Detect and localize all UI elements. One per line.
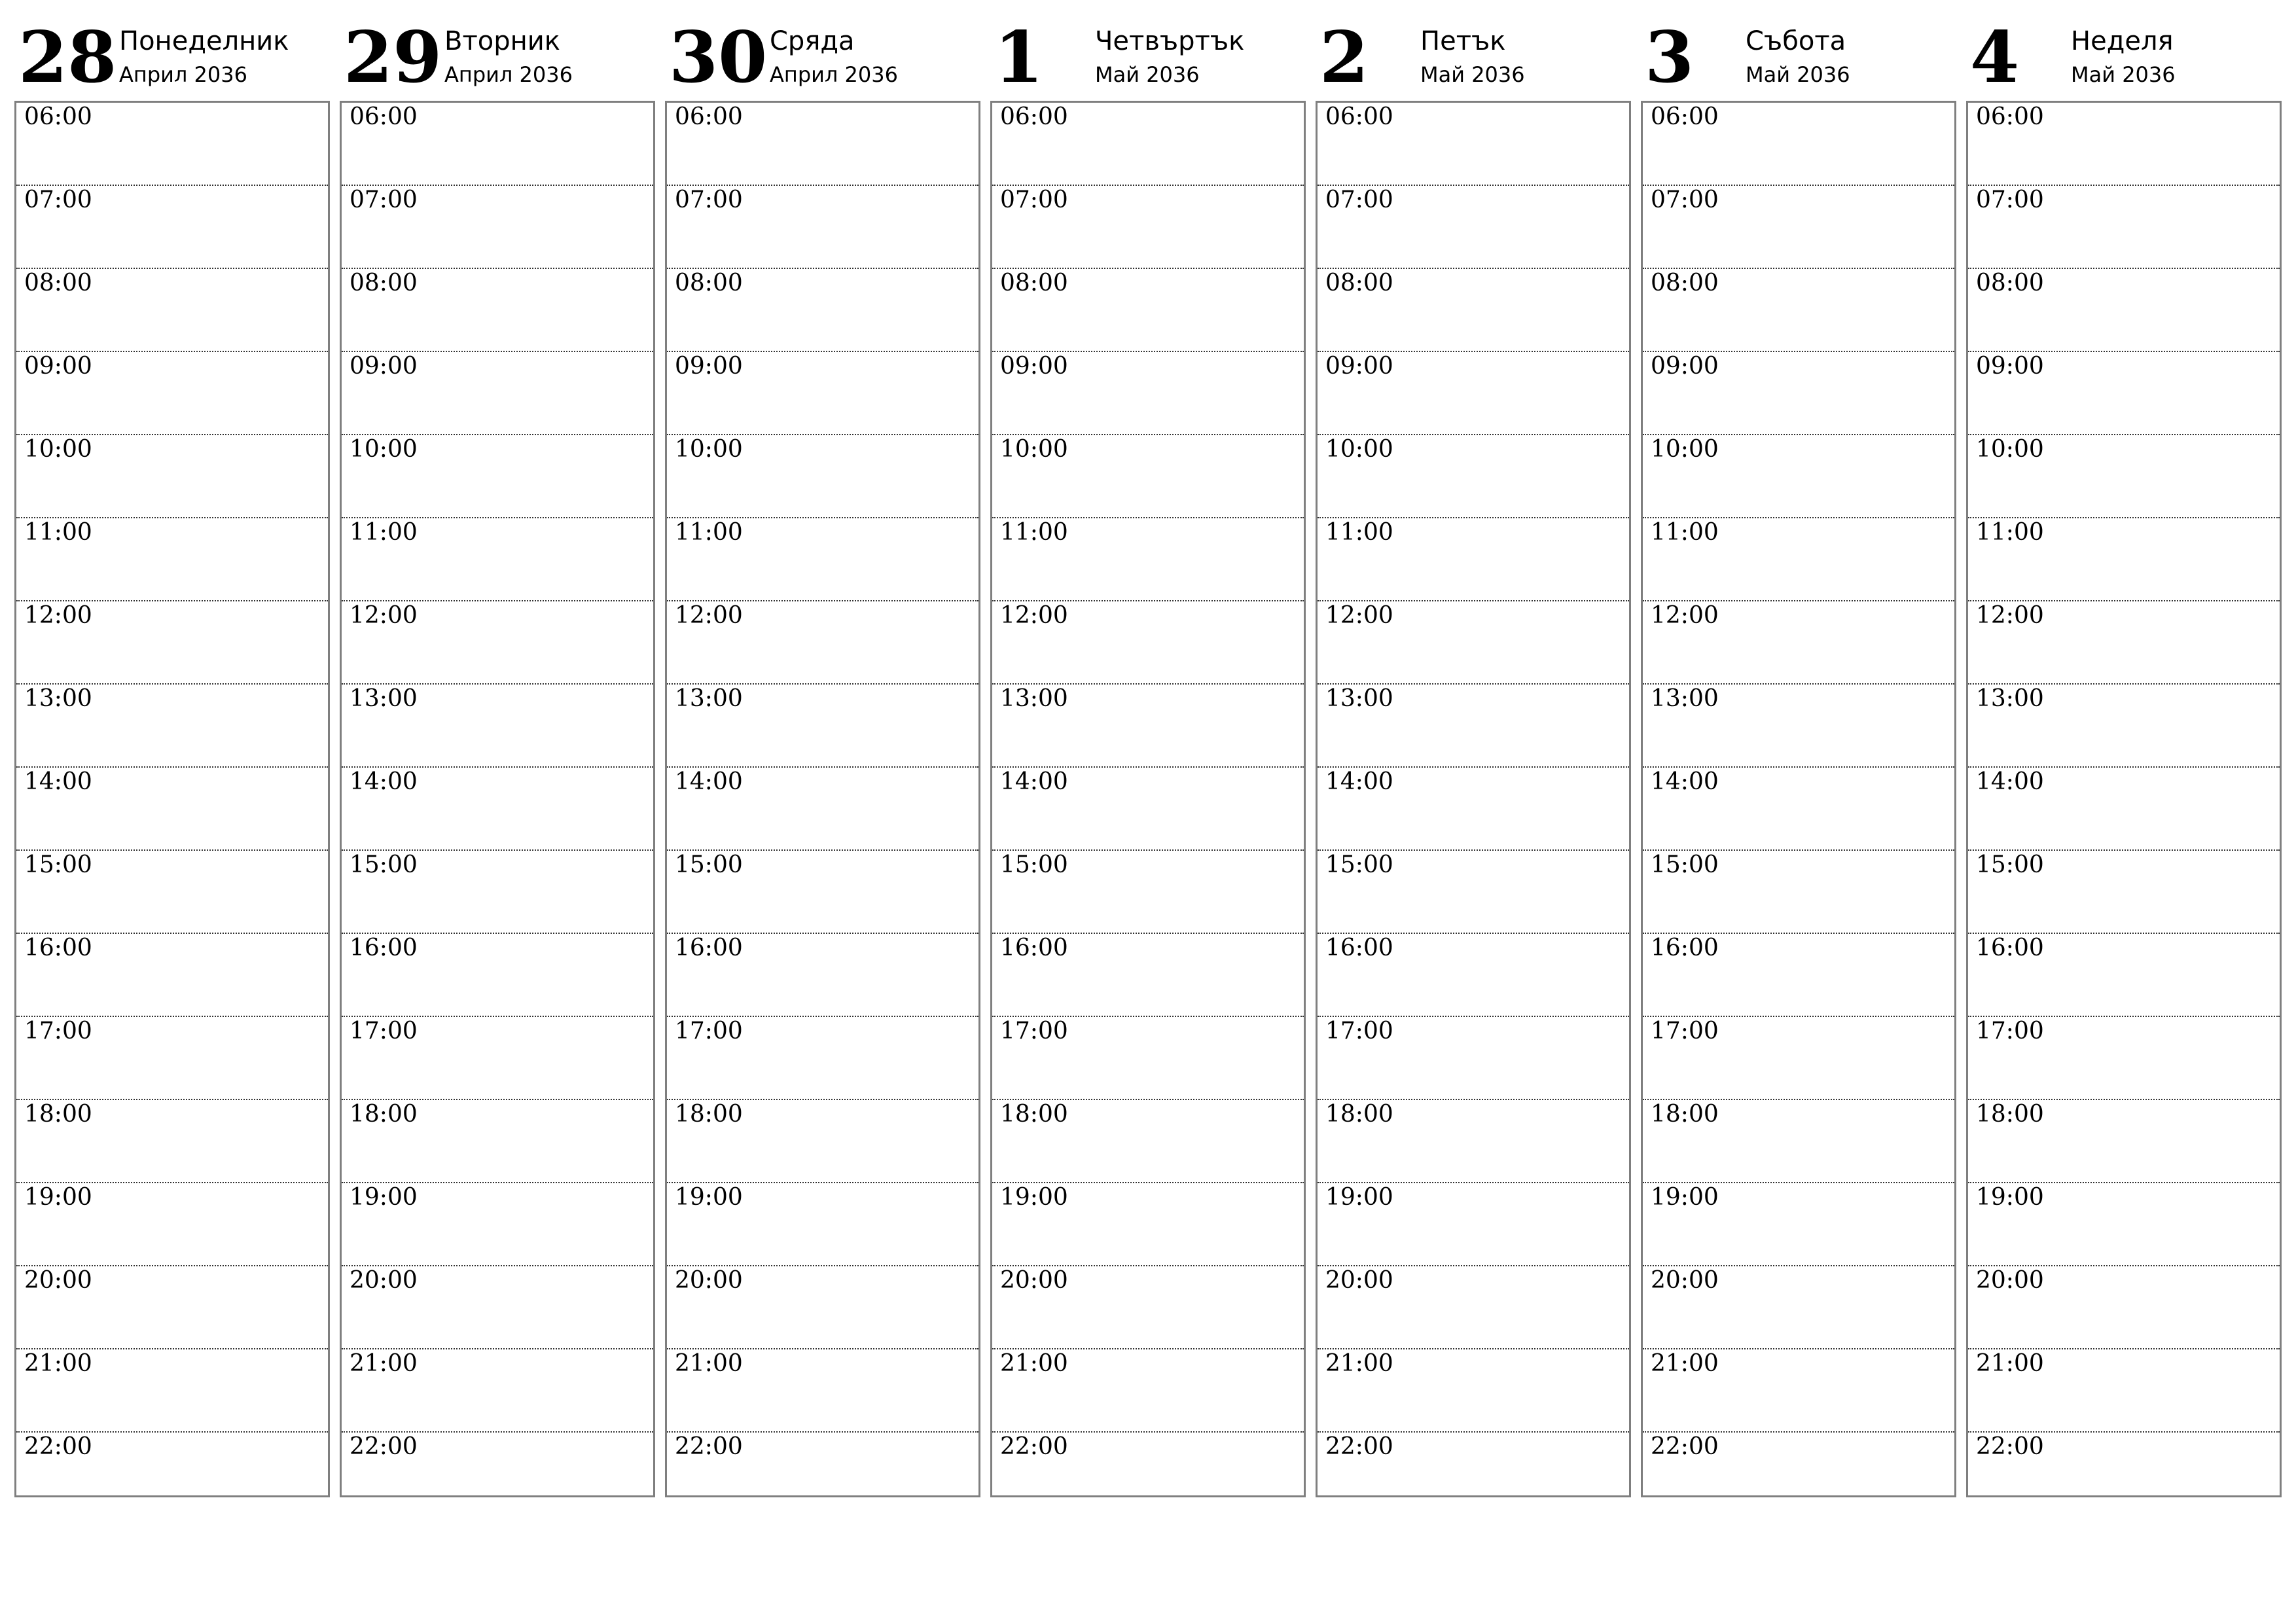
hour-slot[interactable] bbox=[16, 1183, 328, 1266]
day-month-year: Април 2036 bbox=[444, 62, 573, 87]
slot-time-label: 17:00 bbox=[24, 1018, 92, 1044]
hour-slot[interactable] bbox=[1968, 851, 2280, 934]
hour-slot[interactable] bbox=[667, 518, 978, 601]
slot-time-label: 13:00 bbox=[1325, 685, 1393, 712]
day-column bbox=[14, 0, 329, 1460]
hour-slot[interactable] bbox=[342, 1349, 653, 1433]
slot-time-label: 20:00 bbox=[1651, 1267, 1719, 1294]
hour-slot[interactable] bbox=[992, 851, 1304, 934]
hour-slot[interactable] bbox=[1318, 1349, 1629, 1433]
hour-slot[interactable] bbox=[1968, 435, 2280, 518]
day-header bbox=[1641, 0, 1955, 99]
hour-slot[interactable] bbox=[1318, 518, 1629, 601]
slot-time-label: 14:00 bbox=[24, 768, 92, 795]
slot-time-label: 08:00 bbox=[1651, 270, 1719, 296]
slot-time-label: 11:00 bbox=[675, 519, 743, 546]
slot-time-label: 11:00 bbox=[24, 519, 92, 546]
hour-slot[interactable] bbox=[1318, 851, 1629, 934]
slot-time-label: 11:00 bbox=[350, 519, 418, 546]
slot-time-label: 20:00 bbox=[1325, 1267, 1393, 1294]
slot-time-label: 13:00 bbox=[675, 685, 743, 712]
hour-slot[interactable] bbox=[342, 1266, 653, 1349]
hour-slot[interactable] bbox=[667, 269, 978, 352]
hour-slot[interactable] bbox=[667, 103, 978, 186]
hour-slot[interactable] bbox=[16, 103, 328, 186]
hour-slot[interactable] bbox=[1643, 601, 1954, 685]
slot-time-label: 10:00 bbox=[1651, 436, 1719, 463]
slot-time-label: 21:00 bbox=[1651, 1350, 1719, 1377]
slot-time-label: 11:00 bbox=[1651, 519, 1719, 546]
hour-slot[interactable] bbox=[16, 685, 328, 768]
hour-slot[interactable] bbox=[667, 685, 978, 768]
day-month-year: Май 2036 bbox=[1095, 62, 1200, 87]
hour-slot[interactable] bbox=[1318, 1433, 1629, 1516]
slot-time-label: 12:00 bbox=[675, 602, 743, 629]
slot-time-label: 19:00 bbox=[24, 1184, 92, 1211]
hour-slot[interactable] bbox=[1643, 768, 1954, 851]
hour-grid bbox=[990, 101, 1306, 1497]
slot-time-label: 11:00 bbox=[1000, 519, 1068, 546]
slot-time-label: 09:00 bbox=[1651, 353, 1719, 380]
hour-slot[interactable] bbox=[1643, 435, 1954, 518]
hour-slot[interactable] bbox=[342, 435, 653, 518]
hour-slot[interactable] bbox=[992, 934, 1304, 1017]
slot-time-label: 21:00 bbox=[1000, 1350, 1068, 1377]
slot-time-label: 07:00 bbox=[1000, 187, 1068, 213]
day-name: Петък bbox=[1420, 26, 1506, 56]
slot-time-label: 07:00 bbox=[24, 187, 92, 213]
hour-grid bbox=[14, 101, 330, 1497]
hour-slot[interactable] bbox=[1318, 1100, 1629, 1183]
slot-time-label: 09:00 bbox=[24, 353, 92, 380]
slot-time-label: 18:00 bbox=[24, 1101, 92, 1128]
hour-slot[interactable] bbox=[1968, 685, 2280, 768]
slot-time-label: 13:00 bbox=[24, 685, 92, 712]
day-name: Сряда bbox=[770, 26, 855, 56]
hour-slot[interactable] bbox=[667, 1183, 978, 1266]
hour-slot[interactable] bbox=[1643, 1433, 1954, 1516]
slot-time-label: 17:00 bbox=[1325, 1018, 1393, 1044]
hour-slot[interactable] bbox=[1318, 768, 1629, 851]
hour-slot[interactable] bbox=[1318, 103, 1629, 186]
hour-slot[interactable] bbox=[667, 601, 978, 685]
slot-time-label: 18:00 bbox=[350, 1101, 418, 1128]
hour-slot[interactable] bbox=[667, 352, 978, 435]
hour-slot[interactable] bbox=[1968, 934, 2280, 1017]
hour-slot[interactable] bbox=[16, 601, 328, 685]
hour-slot[interactable] bbox=[1318, 1017, 1629, 1100]
slot-time-label: 14:00 bbox=[350, 768, 418, 795]
slot-time-label: 15:00 bbox=[1325, 851, 1393, 878]
slot-time-label: 22:00 bbox=[1000, 1433, 1068, 1460]
slot-time-label: 10:00 bbox=[1325, 436, 1393, 463]
hour-slot[interactable] bbox=[1968, 1266, 2280, 1349]
hour-slot[interactable] bbox=[1968, 768, 2280, 851]
slot-time-label: 17:00 bbox=[1651, 1018, 1719, 1044]
slot-time-label: 10:00 bbox=[350, 436, 418, 463]
slot-time-label: 15:00 bbox=[24, 851, 92, 878]
slot-time-label: 19:00 bbox=[1651, 1184, 1719, 1211]
slot-time-label: 16:00 bbox=[675, 935, 743, 961]
day-number: 29 bbox=[344, 16, 442, 99]
hour-slot[interactable] bbox=[342, 851, 653, 934]
hour-slot[interactable] bbox=[1643, 685, 1954, 768]
slot-time-label: 15:00 bbox=[1976, 851, 2044, 878]
slot-time-label: 12:00 bbox=[1976, 602, 2044, 629]
hour-slot[interactable] bbox=[1318, 435, 1629, 518]
hour-slot[interactable] bbox=[992, 1183, 1304, 1266]
slot-time-label: 21:00 bbox=[1325, 1350, 1393, 1377]
slot-time-label: 22:00 bbox=[1976, 1433, 2044, 1460]
slot-time-label: 06:00 bbox=[24, 103, 92, 130]
hour-slot[interactable] bbox=[992, 1349, 1304, 1433]
slot-time-label: 19:00 bbox=[1976, 1184, 2044, 1211]
slot-time-label: 06:00 bbox=[350, 103, 418, 130]
slot-time-label: 20:00 bbox=[350, 1267, 418, 1294]
hour-slot[interactable] bbox=[1968, 1433, 2280, 1516]
slot-time-label: 17:00 bbox=[1976, 1018, 2044, 1044]
day-column bbox=[1316, 0, 1630, 1460]
day-column bbox=[665, 0, 979, 1460]
slot-time-label: 08:00 bbox=[1976, 270, 2044, 296]
hour-slot[interactable] bbox=[1318, 934, 1629, 1017]
hour-grid bbox=[1641, 101, 1956, 1497]
hour-slot[interactable] bbox=[16, 851, 328, 934]
hour-slot[interactable] bbox=[992, 186, 1304, 269]
slot-time-label: 08:00 bbox=[1325, 270, 1393, 296]
slot-time-label: 11:00 bbox=[1976, 519, 2044, 546]
slot-time-label: 12:00 bbox=[350, 602, 418, 629]
day-month-year: Май 2036 bbox=[1420, 62, 1525, 87]
slot-time-label: 07:00 bbox=[1651, 187, 1719, 213]
hour-slot[interactable] bbox=[1643, 269, 1954, 352]
slot-time-label: 13:00 bbox=[1976, 685, 2044, 712]
slot-time-label: 18:00 bbox=[1976, 1101, 2044, 1128]
hour-slot[interactable] bbox=[992, 1266, 1304, 1349]
hour-slot[interactable] bbox=[342, 1100, 653, 1183]
hour-slot[interactable] bbox=[342, 269, 653, 352]
hour-slot[interactable] bbox=[342, 768, 653, 851]
slot-time-label: 10:00 bbox=[1976, 436, 2044, 463]
slot-time-label: 15:00 bbox=[1000, 851, 1068, 878]
slot-time-label: 21:00 bbox=[24, 1350, 92, 1377]
hour-grid bbox=[1966, 101, 2282, 1497]
slot-time-label: 07:00 bbox=[1976, 187, 2044, 213]
day-name: Четвъртък bbox=[1095, 26, 1245, 56]
day-name: Събота bbox=[1746, 26, 1846, 56]
day-header bbox=[340, 0, 654, 99]
day-month-year: Май 2036 bbox=[1746, 62, 1850, 87]
hour-slot[interactable] bbox=[1643, 1183, 1954, 1266]
hour-slot[interactable] bbox=[992, 103, 1304, 186]
slot-time-label: 22:00 bbox=[1325, 1433, 1393, 1460]
hour-slot[interactable] bbox=[992, 1433, 1304, 1516]
slot-time-label: 11:00 bbox=[1325, 519, 1393, 546]
hour-slot[interactable] bbox=[16, 1349, 328, 1433]
slot-time-label: 14:00 bbox=[1651, 768, 1719, 795]
slot-time-label: 19:00 bbox=[1000, 1184, 1068, 1211]
slot-time-label: 09:00 bbox=[675, 353, 743, 380]
slot-time-label: 12:00 bbox=[1000, 602, 1068, 629]
hour-slot[interactable] bbox=[1643, 103, 1954, 186]
slot-time-label: 21:00 bbox=[1976, 1350, 2044, 1377]
slot-time-label: 09:00 bbox=[1976, 353, 2044, 380]
slot-time-label: 22:00 bbox=[24, 1433, 92, 1460]
slot-time-label: 06:00 bbox=[1325, 103, 1393, 130]
slot-time-label: 20:00 bbox=[24, 1267, 92, 1294]
hour-slot[interactable] bbox=[667, 435, 978, 518]
slot-time-label: 14:00 bbox=[675, 768, 743, 795]
hour-slot[interactable] bbox=[1968, 1183, 2280, 1266]
hour-grid bbox=[665, 101, 980, 1497]
slot-time-label: 06:00 bbox=[1976, 103, 2044, 130]
slot-time-label: 10:00 bbox=[675, 436, 743, 463]
day-month-year: Април 2036 bbox=[119, 62, 247, 87]
slot-time-label: 16:00 bbox=[1976, 935, 2044, 961]
hour-grid bbox=[340, 101, 655, 1497]
hour-slot[interactable] bbox=[667, 1433, 978, 1516]
hour-slot[interactable] bbox=[1318, 269, 1629, 352]
slot-time-label: 09:00 bbox=[1000, 353, 1068, 380]
hour-slot[interactable] bbox=[1643, 352, 1954, 435]
day-number: 4 bbox=[1970, 16, 2020, 99]
hour-slot[interactable] bbox=[667, 1349, 978, 1433]
day-month-year: Май 2036 bbox=[2071, 62, 2176, 87]
hour-slot[interactable] bbox=[1318, 1183, 1629, 1266]
slot-time-label: 06:00 bbox=[1651, 103, 1719, 130]
hour-slot[interactable] bbox=[1318, 1266, 1629, 1349]
hour-slot[interactable] bbox=[992, 685, 1304, 768]
slot-time-label: 20:00 bbox=[1976, 1267, 2044, 1294]
slot-time-label: 06:00 bbox=[675, 103, 743, 130]
hour-slot[interactable] bbox=[1318, 186, 1629, 269]
slot-time-label: 12:00 bbox=[1651, 602, 1719, 629]
slot-time-label: 18:00 bbox=[1651, 1101, 1719, 1128]
hour-slot[interactable] bbox=[16, 1100, 328, 1183]
slot-time-label: 09:00 bbox=[350, 353, 418, 380]
hour-slot[interactable] bbox=[342, 685, 653, 768]
hour-slot[interactable] bbox=[1643, 1266, 1954, 1349]
slot-time-label: 17:00 bbox=[1000, 1018, 1068, 1044]
hour-slot[interactable] bbox=[1643, 934, 1954, 1017]
day-header bbox=[1316, 0, 1630, 99]
slot-time-label: 10:00 bbox=[24, 436, 92, 463]
slot-time-label: 12:00 bbox=[24, 602, 92, 629]
hour-slot[interactable] bbox=[667, 1017, 978, 1100]
hour-slot[interactable] bbox=[16, 1433, 328, 1516]
day-name: Понеделник bbox=[119, 26, 289, 56]
day-number: 3 bbox=[1645, 16, 1695, 99]
hour-slot[interactable] bbox=[667, 851, 978, 934]
hour-slot[interactable] bbox=[342, 601, 653, 685]
hour-slot[interactable] bbox=[342, 103, 653, 186]
slot-time-label: 21:00 bbox=[350, 1350, 418, 1377]
hour-slot[interactable] bbox=[992, 768, 1304, 851]
slot-time-label: 17:00 bbox=[675, 1018, 743, 1044]
hour-slot[interactable] bbox=[1968, 518, 2280, 601]
slot-time-label: 10:00 bbox=[1000, 436, 1068, 463]
hour-slot[interactable] bbox=[1968, 352, 2280, 435]
hour-slot[interactable] bbox=[16, 518, 328, 601]
day-column bbox=[340, 0, 654, 1460]
hour-slot[interactable] bbox=[1968, 269, 2280, 352]
slot-time-label: 18:00 bbox=[1000, 1101, 1068, 1128]
hour-slot[interactable] bbox=[1643, 186, 1954, 269]
hour-slot[interactable] bbox=[1318, 685, 1629, 768]
day-header bbox=[1966, 0, 2280, 99]
hour-slot[interactable] bbox=[16, 435, 328, 518]
slot-time-label: 07:00 bbox=[1325, 187, 1393, 213]
day-number: 2 bbox=[1319, 16, 1369, 99]
day-name: Вторник bbox=[444, 26, 560, 56]
hour-slot[interactable] bbox=[342, 1433, 653, 1516]
hour-slot[interactable] bbox=[992, 269, 1304, 352]
hour-slot[interactable] bbox=[1968, 1017, 2280, 1100]
hour-slot[interactable] bbox=[342, 934, 653, 1017]
slot-time-label: 18:00 bbox=[1325, 1101, 1393, 1128]
slot-time-label: 13:00 bbox=[350, 685, 418, 712]
hour-slot[interactable] bbox=[342, 186, 653, 269]
day-month-year: Април 2036 bbox=[770, 62, 898, 87]
slot-time-label: 22:00 bbox=[1651, 1433, 1719, 1460]
day-header bbox=[665, 0, 979, 99]
slot-time-label: 16:00 bbox=[1000, 935, 1068, 961]
hour-slot[interactable] bbox=[16, 934, 328, 1017]
slot-time-label: 08:00 bbox=[1000, 270, 1068, 296]
hour-slot[interactable] bbox=[992, 518, 1304, 601]
hour-slot[interactable] bbox=[667, 768, 978, 851]
hour-slot[interactable] bbox=[1643, 1349, 1954, 1433]
slot-time-label: 15:00 bbox=[675, 851, 743, 878]
hour-slot[interactable] bbox=[1968, 186, 2280, 269]
hour-slot[interactable] bbox=[16, 1266, 328, 1349]
slot-time-label: 22:00 bbox=[675, 1433, 743, 1460]
hour-slot[interactable] bbox=[1968, 1349, 2280, 1433]
hour-slot[interactable] bbox=[667, 934, 978, 1017]
slot-time-label: 18:00 bbox=[675, 1101, 743, 1128]
hour-slot[interactable] bbox=[992, 601, 1304, 685]
slot-time-label: 21:00 bbox=[675, 1350, 743, 1377]
slot-time-label: 19:00 bbox=[350, 1184, 418, 1211]
slot-time-label: 20:00 bbox=[675, 1267, 743, 1294]
day-column bbox=[1966, 0, 2280, 1460]
slot-time-label: 14:00 bbox=[1000, 768, 1068, 795]
slot-time-label: 19:00 bbox=[675, 1184, 743, 1211]
day-number: 30 bbox=[669, 16, 768, 99]
hour-slot[interactable] bbox=[1968, 103, 2280, 186]
hour-slot[interactable] bbox=[16, 352, 328, 435]
hour-slot[interactable] bbox=[1643, 1100, 1954, 1183]
slot-time-label: 12:00 bbox=[1325, 602, 1393, 629]
hour-slot[interactable] bbox=[342, 518, 653, 601]
slot-time-label: 16:00 bbox=[1325, 935, 1393, 961]
hour-slot[interactable] bbox=[16, 768, 328, 851]
hour-slot[interactable] bbox=[992, 1017, 1304, 1100]
hour-slot[interactable] bbox=[16, 269, 328, 352]
hour-slot[interactable] bbox=[667, 1100, 978, 1183]
hour-slot[interactable] bbox=[16, 1017, 328, 1100]
slot-time-label: 08:00 bbox=[350, 270, 418, 296]
day-number: 28 bbox=[18, 16, 117, 99]
slot-time-label: 13:00 bbox=[1000, 685, 1068, 712]
slot-time-label: 16:00 bbox=[1651, 935, 1719, 961]
slot-time-label: 15:00 bbox=[350, 851, 418, 878]
day-column bbox=[1641, 0, 1955, 1460]
day-column bbox=[990, 0, 1304, 1460]
hour-slot[interactable] bbox=[1968, 1100, 2280, 1183]
hour-slot[interactable] bbox=[1318, 352, 1629, 435]
slot-time-label: 20:00 bbox=[1000, 1267, 1068, 1294]
hour-slot[interactable] bbox=[992, 435, 1304, 518]
hour-slot[interactable] bbox=[1318, 601, 1629, 685]
day-header bbox=[14, 0, 329, 99]
slot-time-label: 13:00 bbox=[1651, 685, 1719, 712]
hour-slot[interactable] bbox=[342, 1183, 653, 1266]
slot-time-label: 17:00 bbox=[350, 1018, 418, 1044]
slot-time-label: 08:00 bbox=[675, 270, 743, 296]
hour-slot[interactable] bbox=[1643, 1017, 1954, 1100]
hour-grid bbox=[1316, 101, 1631, 1497]
slot-time-label: 08:00 bbox=[24, 270, 92, 296]
slot-time-label: 22:00 bbox=[350, 1433, 418, 1460]
slot-time-label: 07:00 bbox=[675, 187, 743, 213]
slot-time-label: 09:00 bbox=[1325, 353, 1393, 380]
hour-slot[interactable] bbox=[1968, 601, 2280, 685]
slot-time-label: 14:00 bbox=[1325, 768, 1393, 795]
slot-time-label: 16:00 bbox=[350, 935, 418, 961]
slot-time-label: 19:00 bbox=[1325, 1184, 1393, 1211]
hour-slot[interactable] bbox=[992, 352, 1304, 435]
slot-time-label: 16:00 bbox=[24, 935, 92, 961]
hour-slot[interactable] bbox=[342, 1017, 653, 1100]
slot-time-label: 07:00 bbox=[350, 187, 418, 213]
day-header bbox=[990, 0, 1304, 99]
hour-slot[interactable] bbox=[1643, 518, 1954, 601]
slot-time-label: 14:00 bbox=[1976, 768, 2044, 795]
hour-slot[interactable] bbox=[342, 352, 653, 435]
hour-slot[interactable] bbox=[1643, 851, 1954, 934]
slot-time-label: 06:00 bbox=[1000, 103, 1068, 130]
day-number: 1 bbox=[994, 16, 1044, 99]
slot-time-label: 15:00 bbox=[1651, 851, 1719, 878]
hour-slot[interactable] bbox=[667, 1266, 978, 1349]
hour-slot[interactable] bbox=[667, 186, 978, 269]
day-name: Неделя bbox=[2071, 26, 2174, 56]
hour-slot[interactable] bbox=[16, 186, 328, 269]
hour-slot[interactable] bbox=[992, 1100, 1304, 1183]
